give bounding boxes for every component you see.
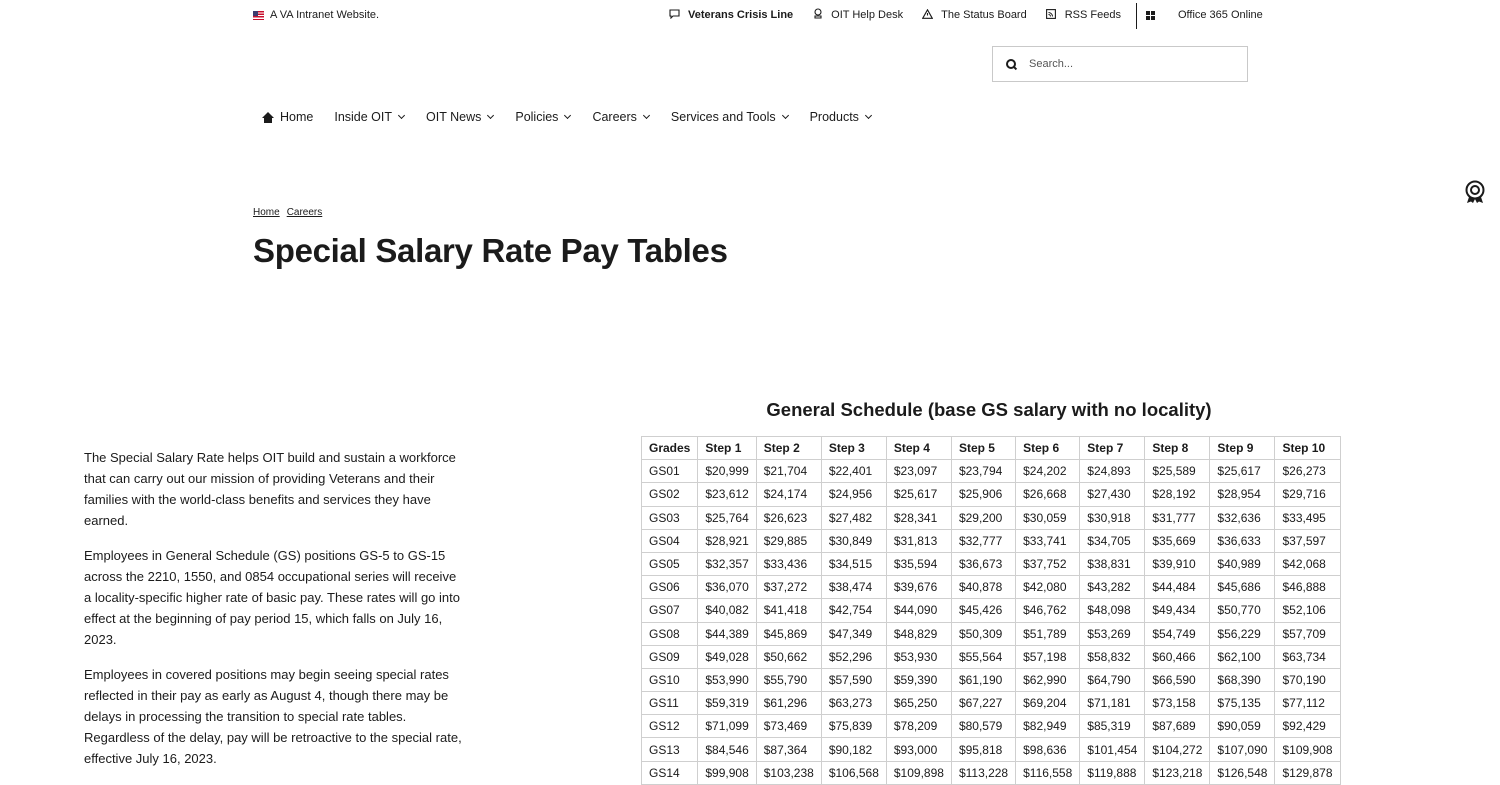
salary-cell: $49,434 bbox=[1145, 599, 1210, 622]
salary-cell: $93,000 bbox=[886, 738, 951, 761]
rss-feeds-link[interactable] bbox=[1046, 9, 1121, 22]
salary-cell: $56,229 bbox=[1210, 622, 1275, 645]
table-row bbox=[642, 715, 1341, 738]
salary-cell: $45,686 bbox=[1210, 576, 1275, 599]
salary-cell: $37,272 bbox=[756, 576, 821, 599]
salary-cell: $71,099 bbox=[698, 715, 756, 738]
salary-cell: $58,832 bbox=[1080, 645, 1145, 668]
table-row bbox=[642, 483, 1341, 506]
salary-cell: $29,885 bbox=[756, 529, 821, 552]
salary-cell: $27,482 bbox=[821, 506, 886, 529]
salary-cell: $33,495 bbox=[1275, 506, 1340, 529]
salary-cell: $57,590 bbox=[821, 668, 886, 691]
salary-cell: $62,990 bbox=[1016, 668, 1080, 691]
salary-cell: $24,202 bbox=[1016, 460, 1080, 483]
salary-cell: $53,269 bbox=[1080, 622, 1145, 645]
salary-cell: $39,676 bbox=[886, 576, 951, 599]
salary-cell: $49,028 bbox=[698, 645, 756, 668]
salary-cell: $40,989 bbox=[1210, 552, 1275, 575]
salary-cell: $71,181 bbox=[1080, 692, 1145, 715]
salary-cell: $34,515 bbox=[821, 552, 886, 575]
salary-cell: $57,198 bbox=[1016, 645, 1080, 668]
salary-cell: $90,059 bbox=[1210, 715, 1275, 738]
salary-cell: $50,662 bbox=[756, 645, 821, 668]
salary-cell: $68,390 bbox=[1210, 668, 1275, 691]
salary-cell: $85,319 bbox=[1080, 715, 1145, 738]
salary-cell: $34,705 bbox=[1080, 529, 1145, 552]
salary-cell: $129,878 bbox=[1275, 761, 1340, 784]
salary-cell: $48,829 bbox=[886, 622, 951, 645]
salary-cell: $106,568 bbox=[821, 761, 886, 784]
status-board-label: The Status Board bbox=[941, 9, 1027, 21]
salary-cell: $99,908 bbox=[698, 761, 756, 784]
breadcrumb bbox=[253, 207, 322, 218]
salary-cell: $25,589 bbox=[1145, 460, 1210, 483]
salary-cell: $57,709 bbox=[1275, 622, 1340, 645]
salary-cell: $28,954 bbox=[1210, 483, 1275, 506]
salary-cell: $30,918 bbox=[1080, 506, 1145, 529]
salary-cell: $52,296 bbox=[821, 645, 886, 668]
salary-cell: $24,893 bbox=[1080, 460, 1145, 483]
salary-cell: $31,813 bbox=[886, 529, 951, 552]
nav-item-label: Home bbox=[280, 110, 314, 124]
salary-cell: $37,752 bbox=[1016, 552, 1080, 575]
home-icon bbox=[262, 112, 274, 123]
table-row bbox=[642, 692, 1341, 715]
intro-paragraph: Employees in covered positions may begin seeing special rates reflected in their pay as early as August 4, though there may be delays in processing the transition to special rate tables. Regardless of the delay, pay will be retroactive to the special rate, effective July 16, 2023. bbox=[84, 667, 462, 766]
office-grid-icon bbox=[1146, 11, 1155, 20]
site-label: A VA Intranet Website. bbox=[270, 9, 380, 21]
salary-cell: $51,789 bbox=[1016, 622, 1080, 645]
table-row bbox=[642, 599, 1341, 622]
salary-cell: $30,849 bbox=[821, 529, 886, 552]
salary-cell: $73,469 bbox=[756, 715, 821, 738]
salary-cell: $78,209 bbox=[886, 715, 951, 738]
salary-cell: $35,669 bbox=[1145, 529, 1210, 552]
salary-cell: $80,579 bbox=[951, 715, 1015, 738]
salary-cell: $47,349 bbox=[821, 622, 886, 645]
salary-cell: $66,590 bbox=[1145, 668, 1210, 691]
grade-cell: GS08 bbox=[642, 622, 698, 645]
salary-cell: $90,182 bbox=[821, 738, 886, 761]
salary-cell: $46,762 bbox=[1016, 599, 1080, 622]
grade-cell: GS13 bbox=[642, 738, 698, 761]
intro-paragraph: Employees in General Schedule (GS) positions GS-5 to GS-15 across the 2210, 1550, and 0854 occupational series will receive a locality-specific higher rate of basic pay. These rates will go into effect at the beginning of pay period 15, which falls on July 16, 2023. bbox=[84, 548, 460, 647]
salary-cell: $52,106 bbox=[1275, 599, 1340, 622]
salary-cell: $35,594 bbox=[886, 552, 951, 575]
chevron-down-icon bbox=[487, 112, 494, 119]
column-header: Step 1 bbox=[698, 437, 756, 460]
salary-cell: $54,749 bbox=[1145, 622, 1210, 645]
table-header-row bbox=[642, 437, 1341, 460]
salary-cell: $63,734 bbox=[1275, 645, 1340, 668]
salary-cell: $33,741 bbox=[1016, 529, 1080, 552]
chevron-down-icon bbox=[782, 112, 789, 119]
salary-cell: $61,296 bbox=[756, 692, 821, 715]
table-row bbox=[642, 738, 1341, 761]
pay-table-title: General Schedule (base GS salary with no locality) bbox=[766, 399, 1212, 420]
table-row bbox=[642, 576, 1341, 599]
chevron-down-icon bbox=[865, 112, 872, 119]
salary-cell: $70,190 bbox=[1275, 668, 1340, 691]
table-row bbox=[642, 622, 1341, 645]
salary-cell: $44,484 bbox=[1145, 576, 1210, 599]
salary-cell: $92,429 bbox=[1275, 715, 1340, 738]
grade-cell: GS11 bbox=[642, 692, 698, 715]
office-365-label: Office 365 Online bbox=[1177, 9, 1263, 21]
nav-item-policies[interactable] bbox=[515, 110, 570, 124]
status-board-link[interactable] bbox=[922, 9, 1027, 22]
salary-cell: $75,839 bbox=[821, 715, 886, 738]
salary-cell: $53,930 bbox=[886, 645, 951, 668]
grade-cell: GS10 bbox=[642, 668, 698, 691]
salary-cell: $23,612 bbox=[698, 483, 756, 506]
table-row bbox=[642, 761, 1341, 784]
salary-cell: $55,790 bbox=[756, 668, 821, 691]
utility-links bbox=[669, 8, 1263, 22]
salary-cell: $123,218 bbox=[1145, 761, 1210, 784]
nav-item-inside-oit[interactable] bbox=[334, 110, 404, 124]
salary-cell: $22,401 bbox=[821, 460, 886, 483]
salary-cell: $26,668 bbox=[1016, 483, 1080, 506]
salary-cell: $29,200 bbox=[951, 506, 1015, 529]
table-row bbox=[642, 668, 1341, 691]
chevron-down-icon bbox=[398, 112, 405, 119]
salary-cell: $25,617 bbox=[886, 483, 951, 506]
veterans-crisis-line-link[interactable] bbox=[669, 9, 793, 22]
salary-cell: $116,558 bbox=[1016, 761, 1080, 784]
salary-cell: $101,454 bbox=[1080, 738, 1145, 761]
salary-cell: $45,426 bbox=[951, 599, 1015, 622]
page-title: Special Salary Rate Pay Tables bbox=[253, 232, 728, 269]
breadcrumb-home-link[interactable]: Home bbox=[253, 207, 280, 218]
salary-cell: $95,818 bbox=[951, 738, 1015, 761]
chat-bubble-icon bbox=[669, 9, 680, 22]
salary-cell: $26,273 bbox=[1275, 460, 1340, 483]
salary-cell: $44,090 bbox=[886, 599, 951, 622]
nav-item-products[interactable] bbox=[810, 110, 871, 124]
column-header: Step 8 bbox=[1145, 437, 1210, 460]
salary-cell: $41,418 bbox=[756, 599, 821, 622]
salary-cell: $65,250 bbox=[886, 692, 951, 715]
table-row bbox=[642, 645, 1341, 668]
salary-cell: $40,082 bbox=[698, 599, 756, 622]
table-body bbox=[642, 460, 1341, 785]
column-header: Step 6 bbox=[1016, 437, 1080, 460]
salary-cell: $60,466 bbox=[1145, 645, 1210, 668]
salary-cell: $23,794 bbox=[951, 460, 1015, 483]
table-row bbox=[642, 460, 1341, 483]
salary-cell: $32,777 bbox=[951, 529, 1015, 552]
salary-cell: $40,878 bbox=[951, 576, 1015, 599]
salary-cell: $36,070 bbox=[698, 576, 756, 599]
salary-cell: $53,990 bbox=[698, 668, 756, 691]
salary-cell: $25,617 bbox=[1210, 460, 1275, 483]
salary-cell: $21,704 bbox=[756, 460, 821, 483]
salary-cell: $119,888 bbox=[1080, 761, 1145, 784]
salary-cell: $104,272 bbox=[1145, 738, 1210, 761]
table-row bbox=[642, 529, 1341, 552]
salary-cell: $98,636 bbox=[1016, 738, 1080, 761]
salary-cell: $109,898 bbox=[886, 761, 951, 784]
table-row bbox=[642, 552, 1341, 575]
salary-cell: $43,282 bbox=[1080, 576, 1145, 599]
salary-cell: $25,764 bbox=[698, 506, 756, 529]
salary-cell: $36,673 bbox=[951, 552, 1015, 575]
table-row bbox=[642, 506, 1341, 529]
salary-cell: $48,098 bbox=[1080, 599, 1145, 622]
salary-cell: $50,309 bbox=[951, 622, 1015, 645]
salary-cell: $126,548 bbox=[1210, 761, 1275, 784]
grade-cell: GS12 bbox=[642, 715, 698, 738]
grade-cell: GS07 bbox=[642, 599, 698, 622]
salary-cell: $55,564 bbox=[951, 645, 1015, 668]
salary-cell: $87,364 bbox=[756, 738, 821, 761]
intro-paragraph: The Special Salary Rate helps OIT build and sustain a workforce that can carry out our mission of providing Veterans and their families with the world-class benefits and services they have earned. bbox=[84, 450, 456, 528]
grade-cell: GS01 bbox=[642, 460, 698, 483]
salary-cell: $59,390 bbox=[886, 668, 951, 691]
utility-divider bbox=[1136, 3, 1137, 29]
headset-icon bbox=[812, 8, 823, 22]
salary-cell: $24,174 bbox=[756, 483, 821, 506]
us-flag-icon bbox=[253, 11, 264, 20]
pay-table bbox=[641, 436, 1341, 785]
column-header: Grades bbox=[642, 437, 698, 460]
nav-item-home[interactable] bbox=[262, 110, 313, 124]
nav-item-services-and-tools[interactable] bbox=[671, 110, 788, 124]
salary-cell: $42,080 bbox=[1016, 576, 1080, 599]
salary-cell: $64,790 bbox=[1080, 668, 1145, 691]
intro-text bbox=[84, 447, 464, 783]
column-header: Step 7 bbox=[1080, 437, 1145, 460]
grade-cell: GS05 bbox=[642, 552, 698, 575]
salary-cell: $28,341 bbox=[886, 506, 951, 529]
site-identifier bbox=[253, 9, 379, 21]
salary-cell: $29,716 bbox=[1275, 483, 1340, 506]
salary-cell: $87,689 bbox=[1145, 715, 1210, 738]
salary-cell: $44,389 bbox=[698, 622, 756, 645]
chevron-down-icon bbox=[564, 112, 571, 119]
nav-item-careers[interactable] bbox=[592, 110, 648, 124]
salary-cell: $38,474 bbox=[821, 576, 886, 599]
veterans-crisis-line-label: Veterans Crisis Line bbox=[688, 9, 794, 21]
salary-cell: $67,227 bbox=[951, 692, 1015, 715]
salary-cell: $103,238 bbox=[756, 761, 821, 784]
salary-cell: $59,319 bbox=[698, 692, 756, 715]
column-header: Step 2 bbox=[756, 437, 821, 460]
search-icon[interactable] bbox=[1006, 59, 1017, 70]
breadcrumb-careers-link[interactable]: Careers bbox=[286, 207, 323, 218]
salary-cell: $32,357 bbox=[698, 552, 756, 575]
salary-cell: $28,192 bbox=[1145, 483, 1210, 506]
column-header: Step 4 bbox=[886, 437, 951, 460]
salary-cell: $32,636 bbox=[1210, 506, 1275, 529]
nav-item-label: Services and Tools bbox=[670, 110, 776, 124]
salary-cell: $77,112 bbox=[1275, 692, 1340, 715]
warning-icon bbox=[922, 9, 933, 22]
rss-icon bbox=[1046, 9, 1057, 22]
salary-cell: $84,546 bbox=[698, 738, 756, 761]
column-header: Step 10 bbox=[1275, 437, 1340, 460]
salary-cell: $20,999 bbox=[698, 460, 756, 483]
salary-cell: $113,228 bbox=[951, 761, 1015, 784]
grade-cell: GS09 bbox=[642, 645, 698, 668]
salary-cell: $25,906 bbox=[951, 483, 1015, 506]
search-input[interactable] bbox=[1029, 58, 1229, 70]
salary-cell: $42,068 bbox=[1275, 552, 1340, 575]
chevron-down-icon bbox=[643, 112, 650, 119]
salary-cell: $24,956 bbox=[821, 483, 886, 506]
salary-cell: $45,869 bbox=[756, 622, 821, 645]
nav-item-label: Products bbox=[809, 110, 859, 124]
salary-cell: $36,633 bbox=[1210, 529, 1275, 552]
salary-cell: $37,597 bbox=[1275, 529, 1340, 552]
salary-cell: $50,770 bbox=[1210, 599, 1275, 622]
salary-cell: $39,910 bbox=[1145, 552, 1210, 575]
main-navigation bbox=[262, 110, 871, 124]
salary-cell: $30,059 bbox=[1016, 506, 1080, 529]
rss-feeds-label: RSS Feeds bbox=[1064, 9, 1121, 21]
column-header: Step 3 bbox=[821, 437, 886, 460]
salary-cell: $31,777 bbox=[1145, 506, 1210, 529]
salary-cell: $73,158 bbox=[1145, 692, 1210, 715]
grade-cell: GS04 bbox=[642, 529, 698, 552]
utility-bar bbox=[0, 0, 1500, 31]
salary-cell: $82,949 bbox=[1016, 715, 1080, 738]
grade-cell: GS02 bbox=[642, 483, 698, 506]
oit-help-desk-label: OIT Help Desk bbox=[831, 9, 904, 21]
nav-item-label: Policies bbox=[515, 110, 559, 124]
accessibility-badge-icon[interactable] bbox=[1465, 180, 1485, 204]
oit-help-desk-link[interactable] bbox=[812, 8, 903, 22]
site-search bbox=[992, 46, 1248, 82]
salary-cell: $107,090 bbox=[1210, 738, 1275, 761]
nav-item-label: Careers bbox=[592, 110, 637, 124]
salary-cell: $69,204 bbox=[1016, 692, 1080, 715]
salary-cell: $63,273 bbox=[821, 692, 886, 715]
salary-cell: $109,908 bbox=[1275, 738, 1340, 761]
salary-cell: $61,190 bbox=[951, 668, 1015, 691]
office-365-link[interactable] bbox=[1146, 9, 1263, 21]
salary-cell: $46,888 bbox=[1275, 576, 1340, 599]
salary-cell: $23,097 bbox=[886, 460, 951, 483]
grade-cell: GS03 bbox=[642, 506, 698, 529]
salary-cell: $27,430 bbox=[1080, 483, 1145, 506]
salary-cell: $75,135 bbox=[1210, 692, 1275, 715]
grade-cell: GS06 bbox=[642, 576, 698, 599]
grade-cell: GS14 bbox=[642, 761, 698, 784]
salary-cell: $26,623 bbox=[756, 506, 821, 529]
salary-cell: $28,921 bbox=[698, 529, 756, 552]
salary-cell: $42,754 bbox=[821, 599, 886, 622]
nav-item-label: OIT News bbox=[426, 110, 482, 124]
column-header: Step 5 bbox=[951, 437, 1015, 460]
nav-item-oit-news[interactable] bbox=[426, 110, 493, 124]
salary-cell: $62,100 bbox=[1210, 645, 1275, 668]
nav-item-label: Inside OIT bbox=[334, 110, 393, 124]
salary-cell: $38,831 bbox=[1080, 552, 1145, 575]
salary-cell: $33,436 bbox=[756, 552, 821, 575]
column-header: Step 9 bbox=[1210, 437, 1275, 460]
